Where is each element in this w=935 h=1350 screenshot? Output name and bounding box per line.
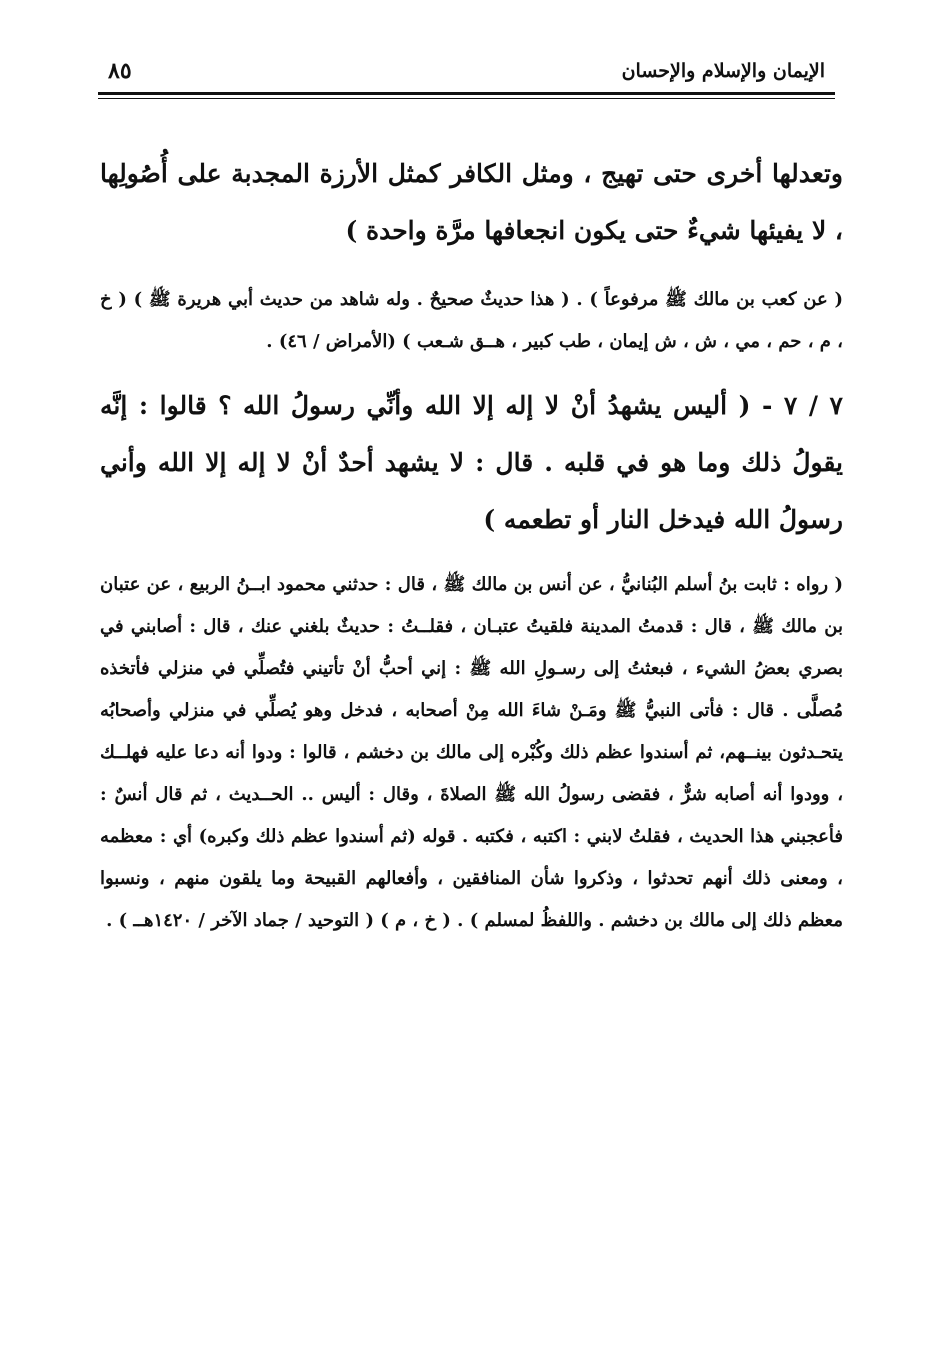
hadith-commentary: ( عن كعب بن مالك ﷺ مرفوعاً ) . ( هذا حديثٌ صحيحٌ . وله شاهد من حديث أبي هريرة ﷺ ) ( خ ، م ، حم ، مي ، ش ، ش إيمان ، طب كبير ، هــق شـعب ) (الأمراض / ٤٦) . — [100, 289, 843, 352]
page-header — [98, 50, 835, 90]
running-title: الإيمان والإسلام والإحسان — [621, 60, 825, 82]
hadith-text-continued: وتعدلها أخرى حتى تهيج ، ومثل الكافر كمثل الأرزة المجدبة على أُصُولِها ، لا يفيئها شيءٌ حتى يكون انجعافها مرَّة واحدة ) — [100, 159, 843, 245]
hadith-commentary-7-7: ( رواه : ثابت بنُ أسلم البُنانيُّ ، عن أنس بن مالك ﷺ ، قال : حدثني محمود ابــنُ الربيع ، عن عتبان بن مالك ﷺ ، قال : قدمتُ المدينة فلقيتُ عتبـان ، فقلــتُ : حديثٌ بلغني عنك ، قال : أصابني في بصري بعضُ الشيء ، فبعثتُ إلى رسـولِ الله ﷺ : إني أحبُّ أنْ تأتيني فتُصلِّي في منزلي فأتخذه مُصلَّى . قال : فأتى النبيُّ ﷺ ومَـنْ شاءَ الله مِنْ أصحابه ، فدخل وهو يُصلِّي في منزلي وأصحابُه يتحـدثون بينــهم، ثم أسندوا عظم ذلك وكُبْره إلى مالك بن دخشم ، قالوا : ودوا أنه دعا عليه فهلــك ، وودوا أنه أصابه شرٌّ ، فقضى رسولُ الله ﷺ الصلاةَ ، وقال : أليس .. الحــديث ، ثم قال أنسٌ : فأعجبني هذا الحديث ، فقلتُ لابني : اكتبه ، فكتبه . قوله (ثم أسندوا عظم ذلك وكبره) أي : معظمه ، ومعنى ذلك أنهم تحدثوا ، وذكروا شأن المنافقين ، وأفعالهم القبيحة وما يلقون منهم ، ونسبوا معظم ذلك إلى مالك بن دخشم . واللفظُ لمسلم ) . ( خ ، م ) ( التوحيد / جماد الآخر / ١٤٢٠هــ ) . — [100, 574, 843, 931]
hadith-text-7-7: ٧ / ٧ - ( أليس يشهدُ أنْ لا إله إلا الله وأنِّي رسولُ الله ؟ قالوا : إنَّه يقولُ ذلك وما هو في قلبه . قال : لا يشهد أحدٌ أنْ لا إله إلا الله وأني رسولُ الله فيدخل النار أو تطعمه ) — [100, 391, 843, 534]
page-body — [100, 145, 843, 942]
page-number: ٨٥ — [108, 58, 132, 84]
header-rule-thick — [98, 92, 835, 95]
header-rule-thin — [98, 98, 835, 99]
